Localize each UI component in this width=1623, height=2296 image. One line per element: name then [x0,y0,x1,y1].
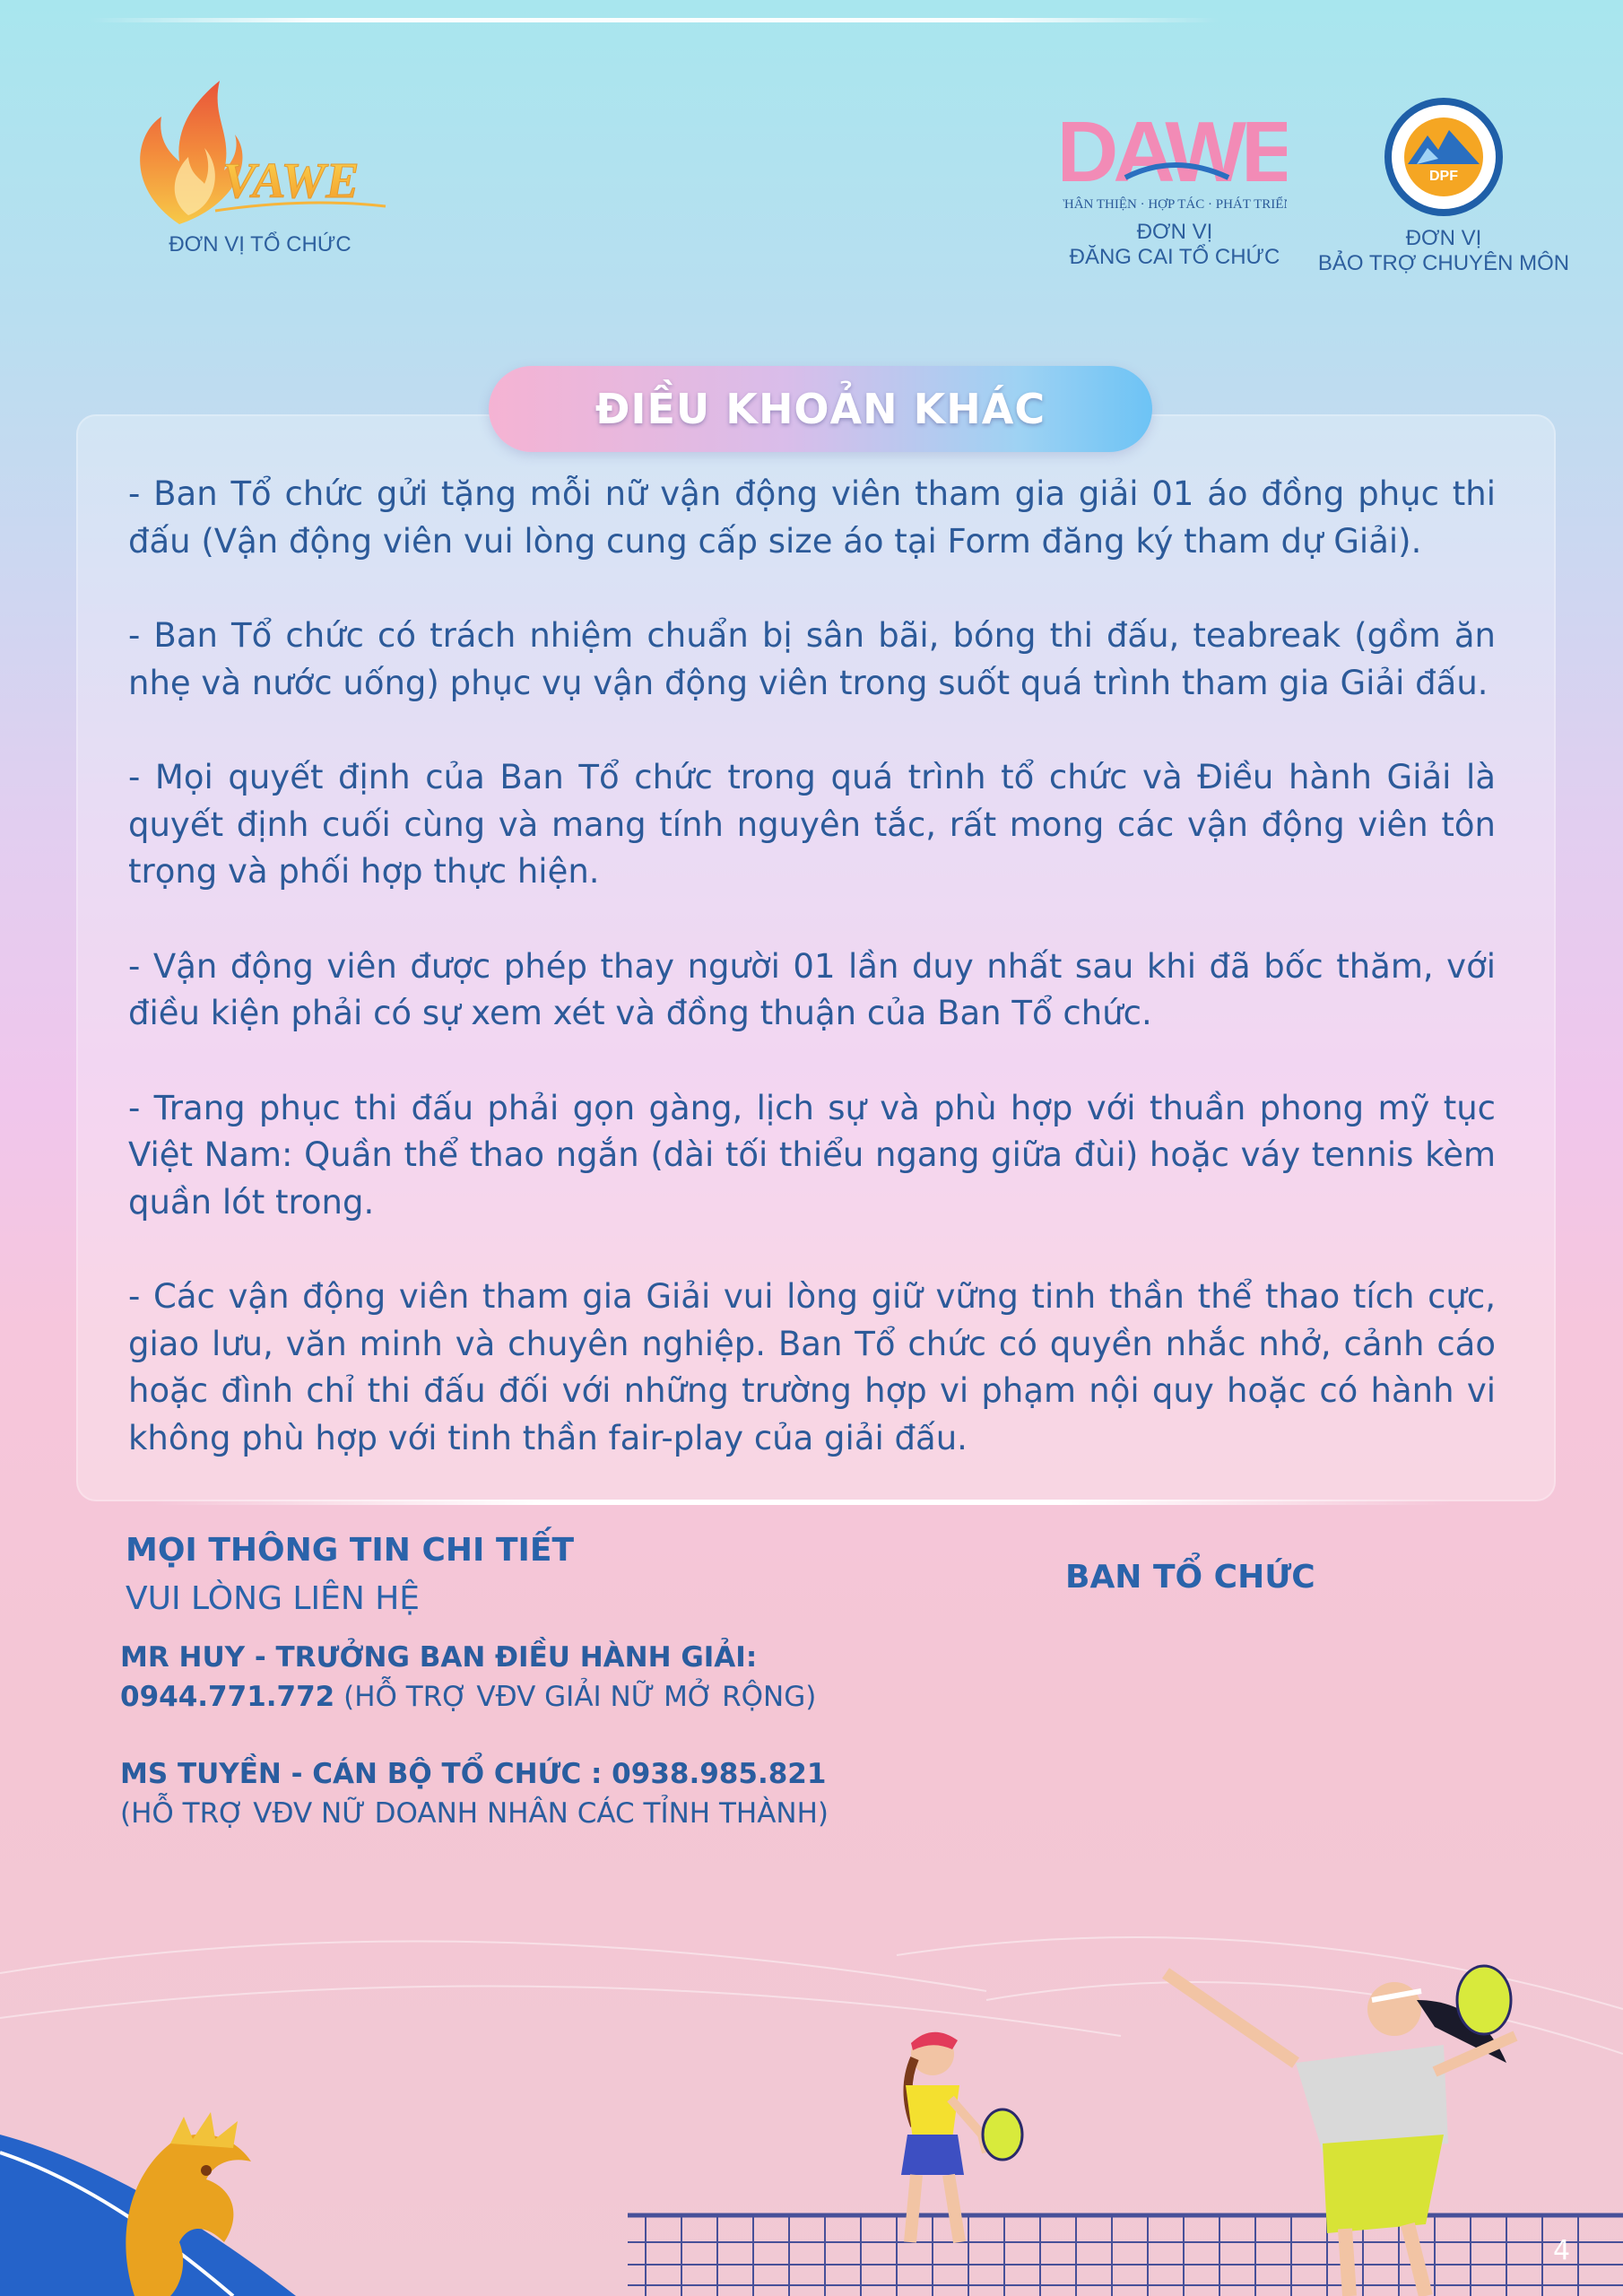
dawe-tagline: THÂN THIỆN · HỢP TÁC · PHÁT TRIỂN [1063,197,1287,212]
organizer-label: ĐƠN VỊ TỔ CHỨC [169,232,352,257]
contact-person1-phone-line [120,1681,816,1713]
pickleball-players-illustration [0,1866,1623,2296]
panel-divider [152,1500,1453,1505]
contact-person2-title: MS TUYỀN - CÁN BỘ TỔ CHỨC : 0938.985.821 [120,1758,827,1790]
organizer-signature: BAN TỔ CHỨC [1065,1559,1315,1596]
term-item: - Trang phục thi đấu phải gọn gàng, lịch sự và phù hợp với thuần phong mỹ tục Việt Nam: Quần thể thao ngắn (dài tối thiểu ngang giữa đùi) hoặc váy tennis kèm quần lót trong. [128,1088,1496,1222]
top-decorative-line [90,18,1219,22]
dpf-logo-block [1309,94,1578,276]
term-item: - Vận động viên được phép thay người 01 lần duy nhất sau khi đã bốc thăm, với điều kiện phải có sự xem xét và đồng thuận của Ban Tổ chức. [128,946,1496,1032]
contact-person1-phone: 0944.771.772 [120,1681,335,1713]
term-item: - Ban Tổ chức có trách nhiệm chuẩn bị sân bãi, bóng thi đấu, teabreak (gồm ăn nhẹ và nước uống) phục vụ vận động viên trong suốt quá trình tham gia Giải đấu. [128,616,1496,702]
contact-person1-note: (HỖ TRỢ VĐV GIẢI NỮ MỞ RỘNG) [334,1681,817,1713]
term-item: - Ban Tổ chức gửi tặng mỗi nữ vận động viên tham gia giải 01 áo đồng phục thi đấu (Vận động viên vui lòng cung cấp size áo tại Form đăng ký tham dự Giải). [128,474,1496,561]
contact-heading: MỌI THÔNG TIN CHI TIẾT [126,1532,575,1569]
page-number: 4 [1553,2235,1571,2266]
contact-person2-note: (HỖ TRỢ VĐV NỮ DOANH NHÂN CÁC TỈNH THÀNH) [120,1797,829,1830]
dpf-badge-text: DPF [1429,169,1458,184]
vawe-logo [126,72,395,233]
contact-subheading: VUI LÒNG LIÊN HỆ [126,1580,421,1617]
player-left [901,2032,1022,2242]
dawe-logo-block [1063,108,1287,270]
net [628,2215,1623,2296]
vawe-logo-block [126,72,395,257]
dawe-logo-text: DAWE [1063,108,1287,200]
vawe-logo-text: VAWE [222,153,360,209]
dawe-logo [1063,108,1287,213]
sponsor-label-line1: ĐƠN VỊ [1405,226,1482,250]
dpf-badge-logo [1381,94,1506,220]
term-item: - Các vận động viên tham gia Giải vui lòng giữ vững tinh thần thể thao tích cực, giao lưu, văn minh và chuyên nghiệp. Ban Tổ chức có quyền nhắc nhở, cảnh cáo hoặc đình chỉ thi đấu đối với những trường hợp vi phạm nội quy hoặc có hành vi không phù hợp với tinh thần fair-play của giải đấu. [128,1277,1496,1457]
player-right [1166,1966,1515,2296]
term-item: - Mọi quyết định của Ban Tổ chức trong quá trình tổ chức và Điều hành Giải là quyết định cuối cùng và mang tính nguyên tắc, rất mong các vận động viên tôn trọng và phối hợp thực hiện. [128,758,1496,891]
section-title: ĐIỀU KHOẢN KHÁC [489,366,1152,452]
contact-person1-title: MR HUY - TRƯỞNG BAN ĐIỀU HÀNH GIẢI: [120,1641,758,1674]
terms-list [128,471,1496,1509]
sponsor-label-line2: BẢO TRỢ CHUYÊN MÔN [1317,251,1570,275]
host-label-line1: ĐƠN VỊ [1136,220,1213,244]
host-label-line2: ĐĂNG CAI TỔ CHỨC [1069,245,1280,269]
